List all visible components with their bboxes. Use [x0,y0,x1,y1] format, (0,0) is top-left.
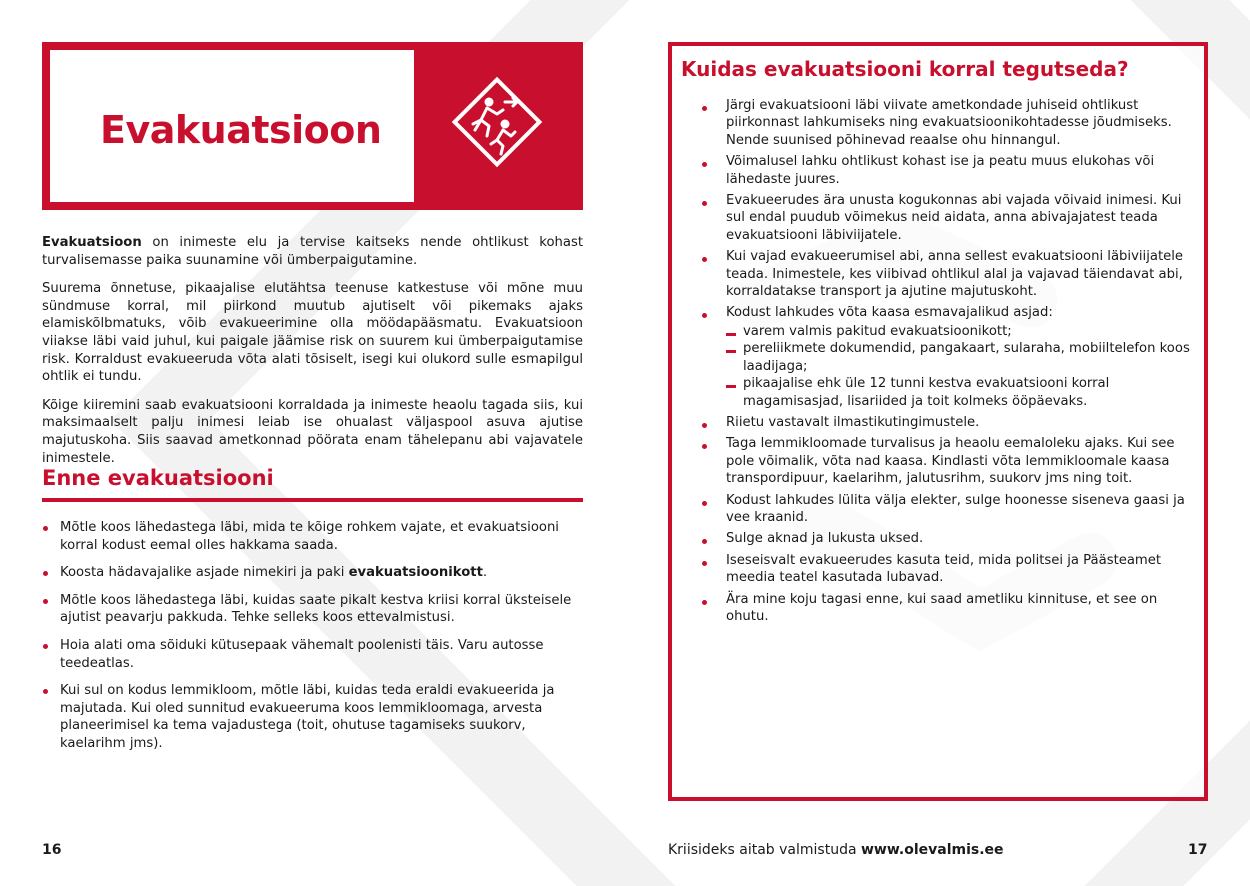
bullet-icon [43,644,48,649]
section-divider [42,498,583,502]
page-number-right: 17 [1188,842,1208,858]
bullet-icon [702,444,707,449]
list-item: Kodust lahkudes lülita välja elekter, sulge hoonesse siseneva gaasi ja vee kraanid. [701,492,1198,527]
evacuation-running-people-icon [447,72,547,172]
intro-text [42,234,583,478]
how-to-act-title: Kuidas evakuatsiooni korral tegutseda? [681,57,1129,81]
page-title: Evakuatsioon [100,108,382,152]
title-box [50,50,414,202]
list-item: Sulge aknad ja lukusta uksed. [701,530,1198,547]
section-title-before: Enne evakuatsiooni [42,466,274,490]
sub-list-item: pikaajalise ehk üle 12 tunni kestva evakuatsiooni korral magamisasjad, lisariided ja toit kolmeks ööpäevaks. [726,375,1198,410]
bullet-icon [702,162,707,167]
bullet-icon [43,599,48,604]
how-to-act-list [701,97,1198,629]
list-item: Mõtle koos lähedastega läbi, kuidas saate pikalt kestva kriisi korral üksteisele ajutist peavarju pakkuda. Tehke selleks koos ettevalmistusi. [42,592,587,627]
list-item: Kodust lahkudes võta kaasa esmavajalikud asjad: varem valmis pakitud evakuatsioonikott; pereliikmete dokumendid, pangakaart, sularaha, mobiiltelefon koos laadijaga; pikaajalise ehk üle 12 tunni kestva evakuatsiooni korral magamisasjad, lisariided ja toit kolmeks ööpäevaks. [701,304,1198,409]
intro-paragraph-1: Evakuatsioon on inimeste elu ja tervise kaitseks nende ohtlikust kohast turvalisemasse paika suunamine või ümberpaigutamine. [42,235,583,268]
list-item: Ära mine koju tagasi enne, kui saad ametliku kinnituse, et see on ohutu. [701,591,1198,626]
sub-list-item: pereliikmete dokumendid, pangakaart, sularaha, mobiiltelefon koos laadijaga; [726,340,1198,375]
bullet-icon [702,501,707,506]
how-to-act-box [668,42,1208,801]
bullet-icon [43,526,48,531]
bullet-icon [702,423,707,428]
bullet-icon [702,257,707,262]
sub-list-item: varem valmis pakitud evakuatsioonikott; [726,323,1198,340]
list-item: Hoia alati oma sõiduki kütusepaak vähemalt poolenisti täis. Varu autosse teedeatlas. [42,637,587,672]
list-item: Kui sul on kodus lemmikloom, mõtle läbi, kuidas teda eraldi evakueerida ja majutada. Kui oled sunnitud evakueeruma koos lemmikloomaga, arvesta planeerimisel ka tema vajadustega (toit, ohutuse tagamiseks suukorv, kaelarihm jms). [42,682,587,752]
list-item: Mõtle koos lähedastega läbi, mida te kõige rohkem vajate, et evakuatsiooni korral kodust eemal olles hakkama saada. [42,519,587,554]
footer-link[interactable]: www.olevalmis.ee [860,842,1004,858]
intro-paragraph-2: Suurema õnnetuse, pikaajalise elutähtsa teenuse katkestuse või mõne muu sündmuse korral, mil piirkond muutub ajutiselt või pikemaks ajaks elamiskõlbmatuks, võib evakueerimine olla möödapääsmatu. Evakuatsioon viiakse läbi vaid juhul, kui paigale jäämise risk on suurem kui ümberpaigutamise risk. Korraldust evakueeruda võta alati tõsiselt, isegi kui olukord sulle esmapilgul ohtlik ei tundu. [42,281,583,385]
bullet-icon [702,106,707,111]
list-item: Võimalusel lahku ohtlikust kohast ise ja peatu muus elukohas või lähedaste juures. [701,153,1198,188]
bullet-icon [702,201,707,206]
bullet-icon [43,571,48,576]
essentials-sublist [726,323,1198,410]
title-banner [42,42,583,210]
before-evacuation-list [42,519,587,763]
list-item: Taga lemmikloomade turvalisus ja heaolu eemaloleku ajaks. Kui see pole võimalik, võta nad kaasa. Kindlasti võta lemmikloomale kaasa transpordipuur, kaelarihm, jalutusrihm, suukorv jms ning toit. [701,435,1198,487]
list-item: Iseseisvalt evakueerudes kasuta teid, mida politsei ja Päästeamet meedia teatel kasutada lubavad. [701,552,1198,587]
list-item: Kui vajad evakueerumisel abi, anna sellest evakuatsiooni läbiviijatele teada. Inimestele, kes viibivad ohtlikul alal ja vajavad täiendavat abi, korraldatakse transport ja ajutine majutuskoht. [701,248,1198,300]
bullet-icon [702,313,707,318]
list-item: Järgi evakuatsiooni läbi viivate ametkondade juhiseid ohtlikust piirkonnast lahkumiseks ning evakuatsioonikohtadesse jõudmiseks. Nende suunised põhinevad reaalse ohu hinnangul. [701,97,1198,149]
bullet-icon [702,600,707,605]
dash-icon [726,333,736,336]
list-item: Evakueerudes ära unusta kogukonnas abi vajada võivaid inimesi. Kui sul endal puudub võimekus neid aidata, anna abivajajatest teada evakuatsiooni läbiviijatele. [701,192,1198,244]
list-item: Koosta hädavajalike asjade nimekiri ja paki evakuatsioonikott. [42,564,587,582]
footer-text: Kriisideks aitab valmistuda www.olevalmis.ee [668,842,1004,858]
dash-icon [726,385,736,388]
intro-paragraph-3: Kõige kiiremini saab evakuatsiooni korraldada ja inimeste heaolu tagada siis, kui maksimaalselt palju inimesi leiab ise ohualast väljaspool asuva ajutise majutuskoha. Siis saavad ametkonnad pöörata enam tähelepanu abi vajavatele inimestele. [42,397,583,466]
bullet-icon [702,539,707,544]
bullet-icon [702,561,707,566]
page-number-left: 16 [42,842,62,858]
bullet-icon [43,689,48,694]
dash-icon [726,350,736,353]
list-item: Riietu vastavalt ilmastikutingimustele. [701,414,1198,431]
